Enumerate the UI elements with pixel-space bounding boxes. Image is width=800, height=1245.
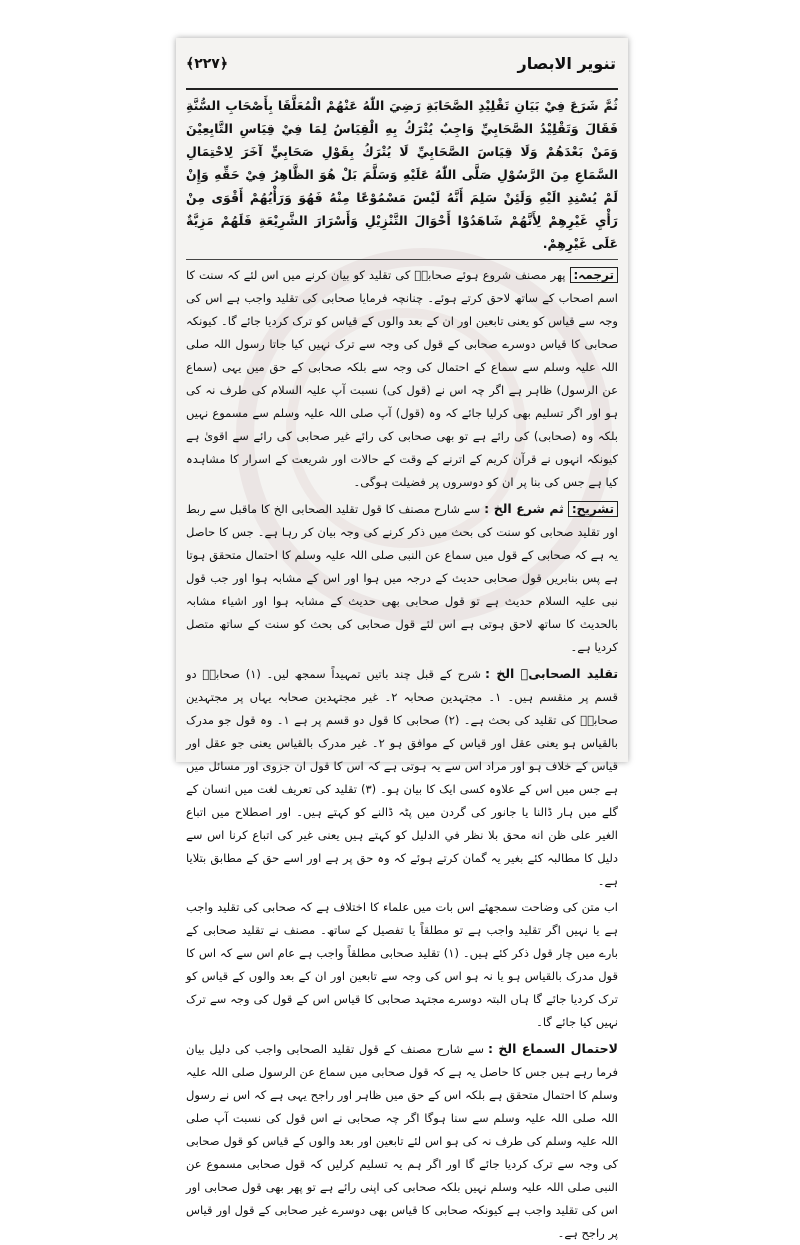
book-page bbox=[176, 38, 628, 1240]
samaa-paragraph bbox=[186, 1037, 618, 1245]
samaa-text: سے شارح مصنف کے قول تقلید الصحابی واجب کی دلیل بیان فرما رہے ہیں جس کا حاصل یہ ہے کہ قول صحابی میں سماع عن الرسول صلی اللہ علیہ وسلم کا احتمال متحقق ہے بلکہ اس کے حق میں ظاہر اور راجح یہی ہے کہ اس نے رسول اللہ صلی اللہ علیہ وسلم سے سنا ہوگا اگر چہ صحابی نے اس قول کی نسبت آپ صلی اللہ علیہ وسلم کی طرف نہ کی ہو اس لئے تابعین اور بعد والوں کے قیاس کو قول صحابی کی وجہ سے ترک کردیا جائے گا اور اگر ہم یہ تسلیم کرلیں کہ قول صحابی مسموع عن النبی صلی اللہ علیہ وسلم نہیں بلکہ صحابی کی اپنی رائے ہے تو پھر بھی قول صحابی اور اس کی تقلید واجب ہے کیونکہ صحابی کا قیاس بھی دوسرے غیر صحابی کے قول اور قیاس پر راجح ہے۔ bbox=[186, 1042, 618, 1240]
taqlid-text: شرح کے قبل چند باتیں تمہیداً سمجھ لیں۔ (۱) صحابہؓ دو قسم پر منقسم ہیں۔ ۱۔ مجتہدین صحابہ ۲۔ غیر مجتہدین صحابہ یہاں پر مجتہدین صحابہؓ کی تقلید کی بحث ہے۔ (۲) صحابی کا قول دو قسم پر ہے ۱۔ وہ قول جو مدرک بالقیاس ہو یعنی عقل اور قیاس کے موافق ہو ۲۔ غیر مدرک بالقیاس یعنی جو عقل اور قیاس کے خلاف ہو اور مراد اس سے یہ ہوتی ہے کہ اس کا قول ان جزوی اور مسائل میں ہے جس میں اس کے علاوہ کسی ایک کا بیان ہو۔ (۳) تقلید کی تعریف لغت میں انسان کے گلے میں ہار ڈالنا یا جانور کی گردن میں پٹہ ڈالنے کو کہتے ہیں۔ اور اصطلاح میں اتباع الغیر على ظن انه محق بلا نظر في الدليل کو کہتے ہیں یعنی غیر کی اتباع کرنا اس سے دلیل کا مطالبہ کئے بغیر یہ گمان کرتے ہوئے کہ وہ حق پر ہے اور اسے حق کے مطابق بتلایا ہے۔ bbox=[186, 667, 618, 888]
translation-paragraph bbox=[186, 264, 618, 494]
arabic-matn: ثُمَّ شَرَعَ فِيْ بَيَانِ تَقْلِيْدِ الصَّحَابَةِ رَضِيَ اللّٰهُ عَنْهُمْ الْمُعَلَّقَا بِأَصْحَابِ السُّنَّةِ فَقَالَ وَتَقْلِيْدُ الصَّحَابِيِّ وَاجِبٌ يُتْرَكُ بِهِ الْقِيَاسُ لِمَا فِيْ قِيَاسِ التَّابِعِيْنَ وَمَنْ بَعْدَهُمْ وَلَا قِيَاسَ الصَّحَابِيِّ لَا يُتْرَكُ بِقَوْلِ صَحَابِيٍّ آخَرَ لِاحْتِمَالِ السَّمَاعِ مِنَ الرَّسُوْلِ صَلَّى اللّٰهُ عَلَيْهِ وَسَلَّمَ بَلْ هُوَ الظَّاهِرُ فِيْ حَقِّهِ وَإِنْ لَمْ يُسْنِدِ الَيْهِ وَلَئِنْ سَلِمَ أَنَّهُ لَيْسَ مَسْمُوْعًا مِنْهُ فَهُوَ وَرَأْيُهُمْ أَقْوَى مِنْ رَأْيِ غَيْرِهِمْ لِأَنَّهُمْ شَاهَدُوْا أَحْوَالَ التَّنْزِيْلِ وَأَسْرَارَ الشَّرِيْعَةِ فَلَهُمْ مَزِيَّةٌ عَلَى غَيْرِهِمْ. bbox=[186, 94, 618, 260]
section-label-translation: ترجمہ: bbox=[570, 267, 619, 283]
page-header bbox=[186, 48, 618, 90]
commentary-text: سے شارح مصنف کا قول تقلید الصحابی الخ کا ماقبل سے ربط اور تقلید صحابی کو سنت کی بحث میں ذکر کرنے کی وجہ بیان کر رہا ہے۔ جس کا حاصل یہ ہے کہ صحابی کے قول میں سماع عن النبی صلی اللہ علیہ وسلم کا احتمال متحقق ہوتا ہے پس بنابریں قول صحابی حدیث کے درجہ میں ہوا اور اس کے مشابہ ہوا اور جب قول نبی علیہ السلام حدیث ہے تو قول صحابی بھی حدیث کے مشابہ ہوا اور اشیاء مشابہ بالحدیث کا ساتھ لاحق ہوتی ہے اس لئے قول صحابی کی بحث کو سنت کے ساتھ متصل کردیا ہے۔ bbox=[186, 502, 618, 654]
samaa-term: لاحتمال السماع الخ : bbox=[487, 1041, 618, 1056]
commentary-term: ثم شرع الخ : bbox=[484, 501, 564, 516]
running-title: تنویر الابصار bbox=[517, 54, 616, 73]
translation-text: پھر مصنف شروع ہوئے صحابہؓ کی تقلید کو بیان کرنے میں اس لئے کہ سنت کا اسم اصحاب کے ساتھ لاحق کرتے ہوئے۔ چنانچہ فرمایا صحابی کی تقلید واجب ہے اس کی وجہ سے قیاس کو یعنی تابعین اور ان کے بعد والوں کے قیاس کو ترک کردیا جائے گا۔ کیونکہ صحابی کا قیاس دوسرے صحابی کے قول کی وجہ سے ترک نہیں کیا جاتا رسول اللہ صلی اللہ علیہ وسلم سے سماع کے احتمال کی وجہ سے بلکہ صحابی کے حق میں یہی (سماع عن الرسول) ظاہر ہے اگر چہ اس نے (قول کی) نسبت آپ علیہ السلام کی طرف نہ کی ہو اور اگر تسلیم بھی کرلیا جائے کہ وہ (قول) آپ صلی اللہ علیہ وسلم سے مسموع نہیں بلکہ وہ (صحابی) کی رائے ہے تو بھی صحابی کی رائے غیر صحابی کی رائے سے اقویٰ ہے کیونکہ انہوں نے قرآن کریم کے اترنے کے وقت کے حالات اور شریعت کے اسرار کا مشاہدہ کیا ہے جس کی بنا پر ان کو دوسروں پر فضیلت ہوگی۔ bbox=[186, 268, 618, 489]
taqlid-paragraph bbox=[186, 662, 618, 893]
explanation-paragraph bbox=[186, 896, 618, 1034]
page-number: ﴾۲۲۷﴿ bbox=[186, 56, 229, 72]
explanation-text: اب متن کی وضاحت سمجھئے اس بات میں علماء کا اختلاف ہے کہ صحابی کی تقلید واجب ہے یا نہیں اگر تقلید واجب ہے تو مطلقاً یا تفصیل کے ساتھ۔ مصنف نے تقلید صحابی کے بارے میں چار قول ذکر کئے ہیں۔ (۱) تقلید صحابی مطلقاً واجب ہے عام اس سے کہ اس کا قول مدرک بالقیاس ہو یا نہ ہو اس کی وجہ سے تابعین اور ان کے بعد والوں کے قیاس کو ترک کردیا جائے گا ہاں البتہ دوسرے مجتہد صحابی کا قیاس اس کے قول کی وجہ سے ترک نہیں کیا جائے گا۔ bbox=[186, 900, 619, 1029]
commentary-paragraph bbox=[186, 497, 618, 659]
taqlid-term: تقلید الصحابیؓ الخ : bbox=[484, 666, 619, 681]
section-label-commentary: تشریح: bbox=[568, 501, 618, 517]
page-body bbox=[186, 94, 619, 1240]
